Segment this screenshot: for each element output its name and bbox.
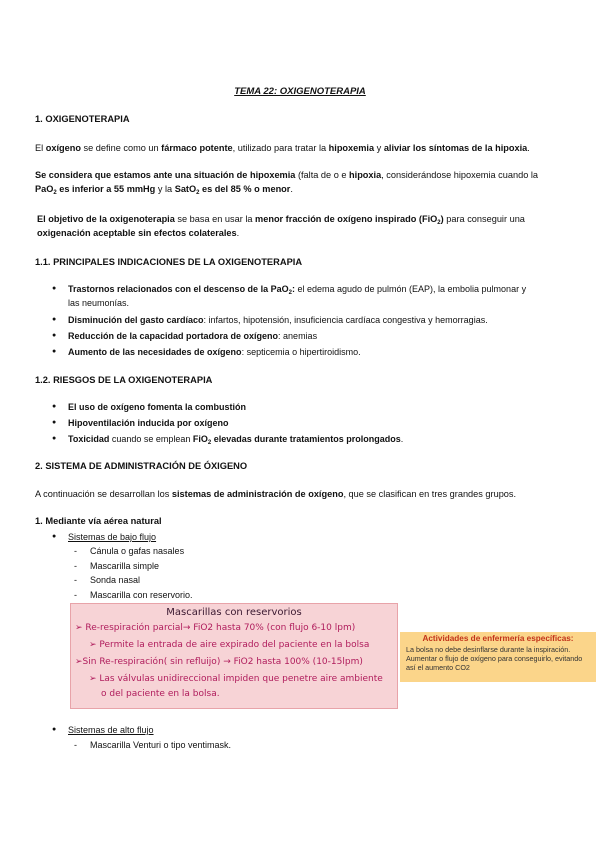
page-title: TEMA 22: OXIGENOTERAPIA [234,86,366,97]
list-item: ● Hipoventilación inducida por oxígeno [52,416,567,430]
list-item: - Cánula o gafas nasales [74,544,474,559]
list-item: ● El uso de oxígeno fomenta la combustión [52,400,567,414]
note-line: o del paciente en la bolsa. [101,689,220,699]
list-item: ● Disminución del gasto cardíaco: infartos, hipotensión, insuficiencia cardíaca congestiva y hemorragias. [52,313,567,327]
list-item: ● Toxicidad cuando se emplean FiO$_2$ elevadas durante tratamientos prolongados. [52,432,567,446]
note-line: ➢Sin Re-respiración( sin refluijo) → FiO2 hasta 100% (10-15lpm) [75,657,363,667]
section-2-heading: 2. SISTEMA DE ADMINISTRACIÓN DE ÓXIGENO [35,461,248,471]
list-item: - Mascarilla Venturi o tipo ventimask. [74,738,474,753]
section-1-1-heading: 1.1. PRINCIPALES INDICACIONES DE LA OXIGENOTERAPIA [35,257,303,267]
list-item: ● Aumento de las necesidades de oxígeno: septicemia o hipertiroidismo. [52,345,567,359]
high-flow-list [74,738,474,753]
list-item: ● Trastornos relacionados con el descenso de la PaO$_2$: el edema agudo de pulmón (EAP), la embolia pulmonar y las neumonías. [52,282,567,310]
note-text: La bolsa no debe desinflarse durante la inspiración. Aumentar o flujo de oxígeno para conseguirlo, evitando así el aumento CO2 [406,645,583,672]
low-flow-bullet [52,530,567,544]
high-flow-heading: Sistemas de alto flujo [68,725,154,735]
list-item: - Sonda nasal [74,573,474,588]
paragraph-hypoxemia: Se considera que estamos ante una situación de hipoxemia (falta de o e hipoxia, considerándose hipoxemia cuando la PaO$_2$ es inferior a 55 mmHg y la SatO$_2$ es del 85 % o menor. [35,170,539,196]
note-title: Actividades de enfermería específicas: [422,634,574,643]
paragraph-oxygen-definition: El oxígeno se define como un fármaco potente, utilizado para tratar la hipoxemia y aliviar los síntomas de la hipoxia. [35,143,530,153]
list-item: - Mascarilla simple [74,559,474,574]
indications-list [52,282,567,359]
list-item: ● Reducción de la capacidad portadora de oxígeno: anemias [52,329,567,343]
reservoir-masks-note [70,603,398,709]
risks-list [52,400,567,446]
list-item: - Mascarilla con reservorio. [74,588,474,603]
high-flow-bullet [52,723,567,737]
note-line: ➢ Las válvulas unidireccional impiden que penetre aire ambiente [89,674,383,684]
section-1-2-heading: 1.2. RIESGOS DE LA OXIGENOTERAPIA [35,375,213,385]
section-1-heading: 1. OXIGENOTERAPIA [35,114,130,124]
nursing-activities-note [400,632,596,682]
low-flow-heading: Sistemas de bajo flujo [68,532,157,542]
paragraph-objective: El objetivo de la oxigenoterapia se basa en usar la menor fracción de oxígeno inspirado (FiO$_2$) para conseguir una oxigenación aceptable sin efectos colaterales. [37,214,525,238]
subsection-natural-airway: 1. Mediante vía aérea natural [35,516,162,526]
note-line: ➢ Permite la entrada de aire expirado del paciente en la bolsa [89,640,370,650]
note-title: Mascarillas con reservorios [166,607,302,618]
paragraph-administration: A continuación se desarrollan los sistemas de administración de oxígeno, que se clasifican en tres grandes grupos. [35,489,517,499]
low-flow-list [74,544,474,602]
note-line: ➢ Re-respiración parcial→ FiO2 hasta 70% (con flujo 6-10 lpm) [75,623,356,633]
